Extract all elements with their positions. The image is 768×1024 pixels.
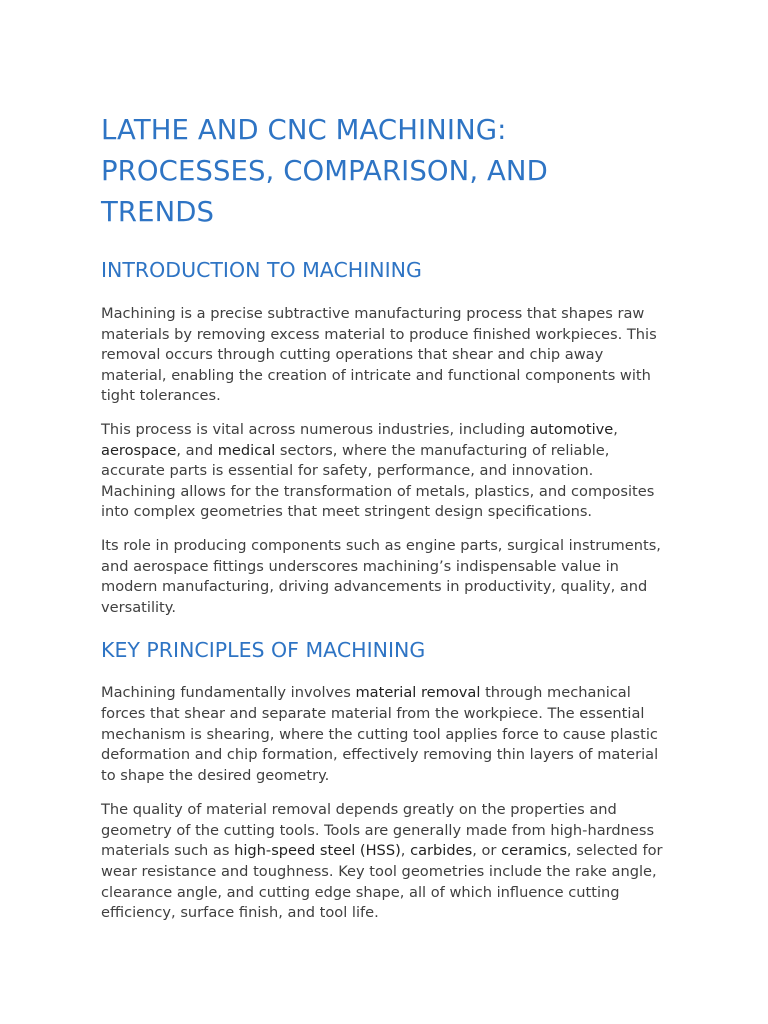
key-term-carbides: carbides — [410, 842, 473, 860]
section-heading-introduction: INTRODUCTION TO MACHINING — [101, 258, 422, 282]
key-term-ceramics: ceramics — [501, 842, 567, 860]
paragraph — [101, 420, 668, 523]
section-heading-key-principles: KEY PRINCIPLES OF MACHINING — [101, 638, 426, 663]
text-run: sectors, where the manufacturing of reliable, accurate parts is essential for safety, performance, and innovation. Machining allows for the transformation of metals, plastics, and composites into complex geometries that meet stringent design specifications. — [101, 441, 655, 521]
key-term-automotive: automotive — [529, 420, 614, 438]
text-run: , selected for wear resistance and toughness. Key tool geometries include the rake angle, clearance angle, and cutting edge shape, all of which influence cutting efficiency, surface finish, and tool life. — [101, 842, 663, 922]
text-run: Machining fundamentally involves — [101, 684, 356, 702]
document-title: LATHE AND CNC MACHINING: PROCESSES, COMPARISON, AND TRENDS — [101, 114, 548, 228]
key-term-material-removal: material removal — [355, 684, 481, 702]
paragraph — [101, 683, 668, 786]
text-run: , and — [176, 441, 218, 459]
text-run: through mechanical forces that shear and separate material from the workpiece. The essential mechanism is shearing, where the cutting tool applies force to cause plastic deformation and chip formation, effectively removing thin layers of material to shape the desired geometry. — [101, 684, 659, 784]
text-run: , or — [472, 842, 502, 860]
text-run: The quality of material removal depends greatly on the properties and geometry of the cutting tools. Tools are generally made from high-hardness materials such as — [101, 801, 655, 860]
key-term-medical: medical — [217, 441, 276, 459]
paragraph: Its role in producing components such as engine parts, surgical instruments, and aerospace fittings underscores machining’s indispensable value in modern manufacturing, driving advancements in productivity, quality, and versatility. — [101, 536, 661, 616]
paragraph: Machining is a precise subtractive manufacturing process that shapes raw materials by removing excess material to produce finished workpieces. This removal occurs through cutting operations that shear and chip away material, enabling the creation of intricate and functional components with tight tolerances. — [101, 305, 657, 405]
text-run: , — [613, 420, 618, 438]
text-run: This process is vital across numerous industries, including — [101, 420, 530, 438]
key-term-hss: high-speed steel (HSS) — [234, 842, 401, 860]
text-run: , — [400, 842, 411, 860]
paragraph — [101, 800, 668, 924]
key-term-aerospace: aerospace — [101, 441, 177, 459]
